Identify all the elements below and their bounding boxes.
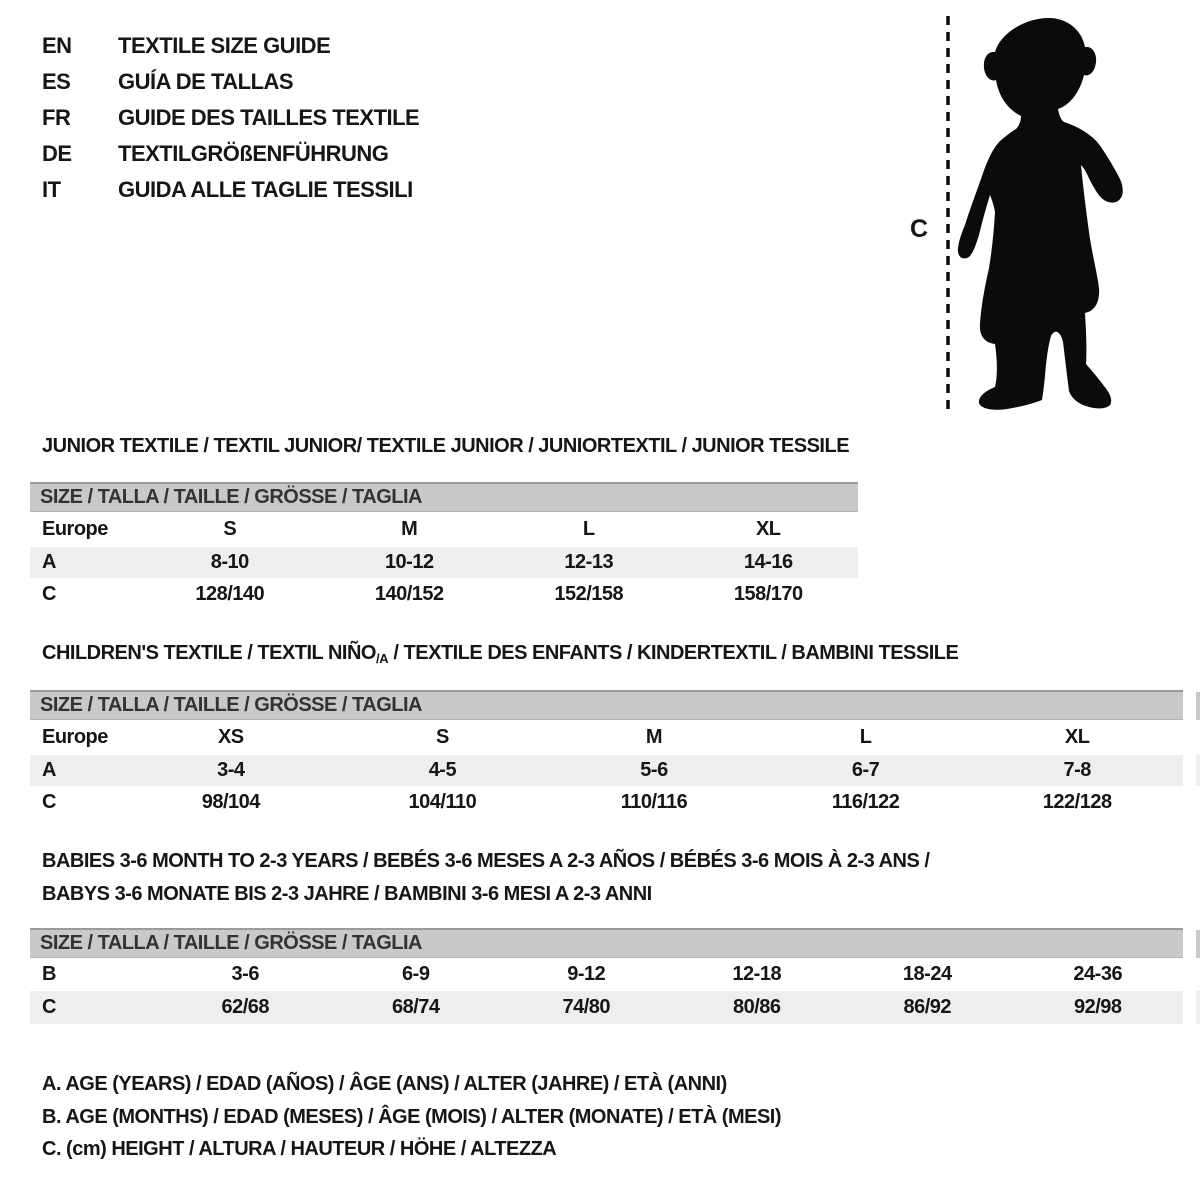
language-code: EN bbox=[42, 33, 72, 58]
value-cell: 80/86 bbox=[732, 996, 781, 1018]
size-header-label: SIZE / TALLA / TAILLE / GRÖSSE / TAGLIA bbox=[40, 694, 422, 716]
row-label-cell: B bbox=[42, 963, 56, 985]
height-measure-label: C bbox=[910, 215, 928, 243]
language-row bbox=[42, 28, 419, 64]
language-row bbox=[42, 64, 419, 100]
size-column-cell: XL bbox=[1064, 726, 1090, 748]
children-table bbox=[30, 720, 1183, 819]
value-cell: 12-13 bbox=[564, 551, 614, 573]
value-cell: 10-12 bbox=[384, 551, 434, 573]
table-row bbox=[30, 991, 1183, 1024]
size-column-cell: M bbox=[645, 726, 663, 748]
children-section-title bbox=[42, 641, 958, 671]
region-header-cell: Europe bbox=[42, 726, 108, 748]
size-header-label: SIZE / TALLA / TAILLE / GRÖSSE / TAGLIA bbox=[40, 486, 422, 508]
value-cell: 6-9 bbox=[402, 963, 430, 985]
language-code: IT bbox=[42, 177, 61, 202]
babies-table bbox=[30, 958, 1183, 1024]
size-column-cell: L bbox=[859, 726, 872, 748]
size-column-cell: XL bbox=[755, 518, 781, 540]
language-label: TEXTILGRÖßENFÜHRUNG bbox=[118, 141, 389, 166]
value-cell: 110/116 bbox=[620, 791, 688, 813]
value-cell: 9-12 bbox=[567, 963, 606, 985]
children-size-table bbox=[30, 690, 1183, 819]
junior-section-title: JUNIOR TEXTILE / TEXTIL JUNIOR/ TEXTILE JUNIOR / JUNIORTEXTIL / JUNIOR TESSILE bbox=[42, 435, 850, 457]
value-cell: 122/128 bbox=[1042, 791, 1112, 813]
size-header-label: SIZE / TALLA / TAILLE / GRÖSSE / TAGLIA bbox=[40, 932, 422, 954]
value-cell: 8-10 bbox=[210, 551, 249, 573]
language-label: GUIDA ALLE TAGLIE TESSILI bbox=[118, 177, 413, 202]
size-column-cell: S bbox=[223, 518, 237, 540]
value-cell: 18-24 bbox=[902, 963, 952, 985]
language-code: FR bbox=[42, 105, 71, 130]
value-cell: 116/122 bbox=[831, 791, 900, 813]
value-cell: 3-6 bbox=[231, 963, 259, 985]
legend-line-a: A. AGE (YEARS) / EDAD (AÑOS) / ÂGE (ANS) / ALTER (JAHRE) / ETÀ (ANNI) bbox=[42, 1073, 727, 1095]
babies-title-line1: BABIES 3-6 MONTH TO 2-3 YEARS / BEBÉS 3-6 MESES A 2-3 AÑOS / BÉBÉS 3-6 MOIS À 2-3 ANS / bbox=[42, 850, 930, 872]
table-row bbox=[30, 786, 1183, 819]
edge-artifact bbox=[1196, 755, 1200, 786]
row-label-cell: C bbox=[42, 996, 56, 1018]
language-label: TEXTILE SIZE GUIDE bbox=[118, 33, 331, 58]
babies-section-title bbox=[42, 845, 929, 911]
value-cell: 12-18 bbox=[732, 963, 782, 985]
size-column-cell: S bbox=[435, 726, 449, 748]
children-title-post: / TEXTILE DES ENFANTS / KINDERTEXTIL / BAMBINI TESSILE bbox=[388, 642, 959, 664]
value-cell: 62/68 bbox=[221, 996, 270, 1018]
value-cell: 98/104 bbox=[201, 791, 260, 813]
language-label: GUÍA DE TALLAS bbox=[118, 69, 294, 94]
legend-line-b: B. AGE (MONTHS) / EDAD (MESES) / ÂGE (MOIS) / ALTER (MONATE) / ETÀ (MESI) bbox=[42, 1105, 782, 1128]
language-list bbox=[42, 28, 419, 208]
value-cell: 74/80 bbox=[562, 996, 611, 1018]
size-column-cell: XS bbox=[217, 726, 244, 748]
value-cell: 152/158 bbox=[554, 583, 624, 605]
size-header-bar bbox=[30, 690, 1183, 720]
table-row bbox=[30, 547, 858, 578]
row-label-cell: A bbox=[42, 551, 56, 573]
value-cell: 14-16 bbox=[743, 551, 793, 573]
value-cell: 158/170 bbox=[733, 583, 803, 605]
legend bbox=[42, 1068, 781, 1166]
language-code: ES bbox=[42, 69, 71, 94]
size-header-bar bbox=[30, 928, 1183, 958]
value-cell: 128/140 bbox=[195, 583, 265, 605]
babies-size-table bbox=[30, 928, 1183, 1024]
value-cell: 86/92 bbox=[903, 996, 952, 1018]
row-label-cell: C bbox=[42, 583, 56, 605]
junior-table bbox=[30, 512, 858, 611]
language-row bbox=[42, 136, 419, 172]
children-title-pre: CHILDREN'S TEXTILE / TEXTIL NIÑO bbox=[42, 642, 376, 664]
row-label-cell: C bbox=[42, 791, 56, 813]
language-row bbox=[42, 100, 419, 136]
table-header-row bbox=[30, 512, 858, 547]
edge-artifact bbox=[1196, 991, 1200, 1024]
edge-artifact bbox=[1196, 930, 1200, 958]
value-cell: 7-8 bbox=[1063, 759, 1091, 781]
value-cell: 68/74 bbox=[391, 996, 440, 1018]
value-cell: 24-36 bbox=[1073, 963, 1123, 985]
value-cell: 3-4 bbox=[217, 759, 245, 781]
legend-line-c: C. (cm) HEIGHT / ALTURA / HAUTEUR / HÖHE / ALTEZZA bbox=[42, 1138, 557, 1160]
edge-artifact bbox=[1196, 692, 1200, 720]
value-cell: 104/110 bbox=[408, 791, 477, 813]
value-cell: 5-6 bbox=[640, 759, 668, 781]
value-cell: 92/98 bbox=[1073, 996, 1122, 1018]
size-column-cell: L bbox=[582, 518, 595, 540]
table-row bbox=[30, 578, 858, 611]
table-row bbox=[30, 958, 1183, 991]
size-column-cell: M bbox=[401, 518, 418, 540]
children-title-subscript: /A bbox=[375, 651, 389, 666]
region-header-cell: Europe bbox=[42, 518, 108, 540]
table-header-row bbox=[30, 720, 1183, 755]
babies-title-line2: BABYS 3-6 MONATE BIS 2-3 JAHRE / BAMBINI 3-6 MESI A 2-3 ANNI bbox=[42, 883, 652, 905]
toddler-silhouette-icon bbox=[958, 18, 1123, 410]
table-row bbox=[30, 755, 1183, 786]
value-cell: 4-5 bbox=[428, 759, 457, 781]
language-row bbox=[42, 172, 419, 208]
junior-size-table bbox=[30, 482, 858, 611]
language-label: GUIDE DES TAILLES TEXTILE bbox=[118, 105, 420, 130]
value-cell: 6-7 bbox=[851, 759, 880, 781]
language-code: DE bbox=[42, 141, 72, 166]
size-header-bar bbox=[30, 482, 858, 512]
toddler-figure bbox=[936, 12, 1136, 420]
value-cell: 140/152 bbox=[374, 583, 444, 605]
row-label-cell: A bbox=[42, 759, 56, 781]
